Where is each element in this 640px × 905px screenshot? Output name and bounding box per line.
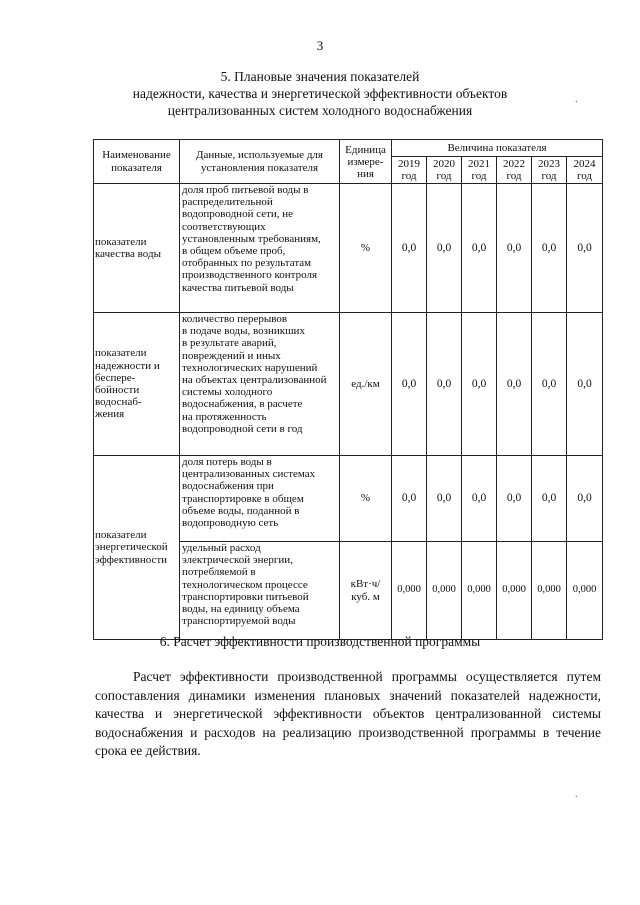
indicator-value: 0,0 — [567, 184, 603, 313]
indicator-value: 0,0 — [462, 313, 497, 456]
indicator-value: 0,0 — [392, 184, 427, 313]
header-year: 2021 год — [462, 157, 497, 184]
table-row — [94, 184, 603, 313]
header-data: Данные, используемые для установления показателя — [180, 140, 340, 184]
indicator-value: 0,0 — [567, 313, 603, 456]
indicator-group-name: показатели энергетической эффективности — [94, 456, 180, 640]
header-unit: Единица измере- ния — [340, 140, 392, 184]
indicator-value: 0,0 — [532, 184, 567, 313]
indicator-value: 0,0 — [497, 313, 532, 456]
indicator-value: 0,0 — [497, 456, 532, 542]
header-year: 2020 год — [427, 157, 462, 184]
header-name: Наименование показателя — [94, 140, 180, 184]
indicator-unit: % — [340, 456, 392, 542]
section6-paragraph: Расчет эффективности производственной программы осуществляется путем сопоставления динамики изменения плановых значений показателей надежности, качества и энергетической эффективности объектов централизованной системы водоснабжения и расходов на реализацию производственной программы в течение срока ее действия. — [95, 669, 601, 758]
indicator-data: количество перерывов в подаче воды, возникших в результате аварий, повреждений и иных технологических нарушений на объектах централизованной системы холодного водоснабжения, в расчете на протяженность водопроводной сети в год — [180, 313, 340, 456]
indicator-value: 0,000 — [497, 542, 532, 640]
indicator-value: 0,000 — [427, 542, 462, 640]
page-number: 3 — [316, 38, 324, 53]
indicator-value: 0,0 — [392, 313, 427, 456]
indicator-value: 0,000 — [392, 542, 427, 640]
section5-title — [60, 68, 580, 119]
indicator-value: 0,000 — [462, 542, 497, 640]
indicator-value: 0,0 — [497, 184, 532, 313]
indicator-value: 0,0 — [462, 456, 497, 542]
indicator-value: 0,0 — [427, 456, 462, 542]
section6-title: 6. Расчет эффективности производственной программы — [159, 634, 481, 649]
indicator-group-name: показатели надежности и беспере- бойности водоснаб- жения — [94, 313, 180, 456]
indicator-value: 0,0 — [462, 184, 497, 313]
indicators-table — [93, 139, 603, 640]
scan-mark: · — [574, 792, 578, 803]
header-year: 2022 год — [497, 157, 532, 184]
indicator-data: удельный расход электрической энергии, потребляемой в технологическом процессе транспортировки питьевой воды, на единицу объема транспортируемой воды — [180, 542, 340, 640]
indicator-unit: % — [340, 184, 392, 313]
table-row — [94, 456, 603, 542]
section5-title-line: надежности, качества и энергетической эффективности объектов — [132, 86, 508, 101]
header-year: 2023 год — [532, 157, 567, 184]
header-year: 2019 год — [392, 157, 427, 184]
header-value: Величина показателя — [392, 140, 603, 157]
indicator-value: 0,0 — [427, 313, 462, 456]
indicator-value: 0,0 — [567, 456, 603, 542]
scan-mark: · — [574, 97, 578, 108]
section5-title-line: централизованных систем холодного водоснабжения — [167, 103, 473, 118]
indicator-unit: ед./км — [340, 313, 392, 456]
indicator-value: 0,0 — [532, 313, 567, 456]
indicator-data: доля проб питьевой воды в распределительной водопроводной сети, не соответствующих установленным требованиям, в общем объеме проб, отобранных по результатам производственного контроля качества питьевой воды — [180, 184, 340, 313]
header-year: 2024 год — [567, 157, 603, 184]
indicator-value: 0,000 — [567, 542, 603, 640]
indicator-value: 0,0 — [532, 456, 567, 542]
indicator-value: 0,000 — [532, 542, 567, 640]
indicator-value: 0,0 — [392, 456, 427, 542]
indicator-value: 0,0 — [427, 184, 462, 313]
table-row — [94, 313, 603, 456]
indicator-group-name: показатели качества воды — [94, 184, 180, 313]
indicator-data: доля потерь воды в централизованных системах водоснабжения при транспортировке в общем объеме воды, поданной в водопроводную сеть — [180, 456, 340, 542]
section5-title-line: 5. Плановые значения показателей — [220, 69, 420, 84]
indicator-unit: кВт·ч/ куб. м — [340, 542, 392, 640]
